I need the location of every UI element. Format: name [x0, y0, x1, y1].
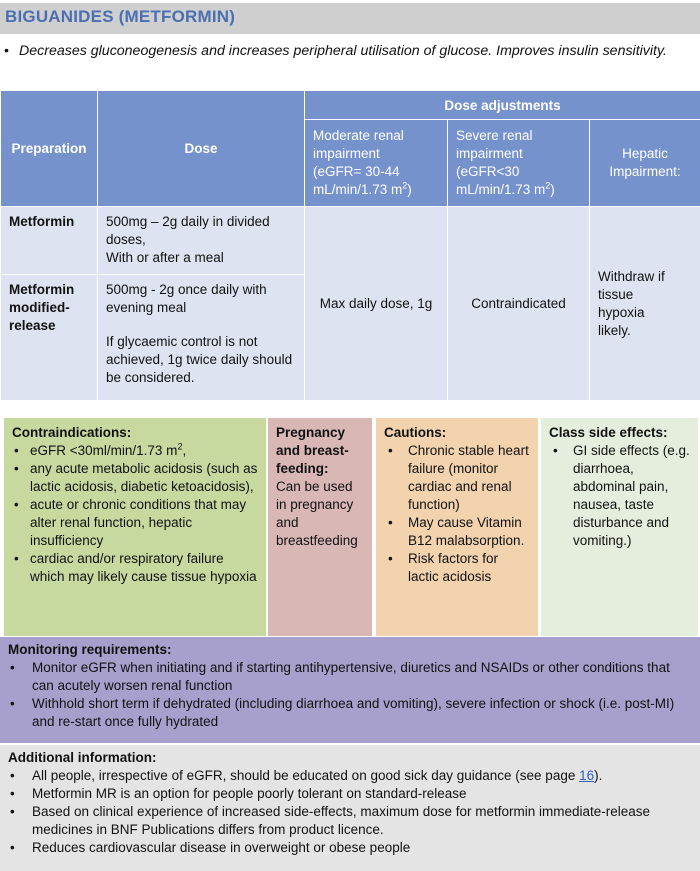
severe-renal-value: Contraindicated	[448, 207, 590, 401]
list-item: • Risk factors for lactic acidosis	[384, 550, 530, 586]
page-link[interactable]: 16	[579, 768, 595, 783]
list-item: • cardiac and/or respiratory failure which may likely cause tissue hypoxia	[12, 550, 258, 586]
list-item: • acute or chronic conditions that may alter renal function, hepatic insufficiency	[12, 496, 258, 550]
header-dose: Dose	[98, 91, 305, 207]
pregnancy-heading: Pregnancy and breast- feeding:	[276, 425, 349, 476]
header-hepatic: Hepatic Impairment:	[590, 120, 700, 207]
page-title: BIGUANIDES (METFORMIN)	[5, 7, 236, 26]
list-item: • Withhold short term if dehydrated (including diarrhoea and vomiting), severe infection or shock (i.e. post-MI) and re-start once fully hydrated	[8, 695, 692, 731]
cautions-heading: Cautions:	[384, 425, 447, 440]
list-item: • eGFR <30ml/min/1.73 $m^2$,	[12, 442, 258, 460]
list-item: • Based on clinical experience of increased side-effects, maximum dose for metformin immediate-release medicines in BNF Publications differs from product licence.	[8, 803, 692, 839]
header-dose-adjustments: Dose adjustments	[305, 91, 700, 120]
pregnancy-text: Can be used in pregnancy and breastfeeding	[276, 479, 358, 548]
additional-heading: Additional information:	[8, 750, 157, 765]
title-bar	[0, 3, 700, 34]
class-side-effects-heading: Class side effects:	[549, 425, 668, 440]
pregnancy-box	[268, 418, 372, 636]
intro-bullet	[4, 42, 694, 61]
list-item: • Reduces cardiovascular disease in overweight or obese people	[8, 839, 692, 857]
row-dose-metformin: 500mg – 2g daily in divided doses, With or after a meal	[98, 207, 305, 275]
list-item: • Chronic stable heart failure (monitor cardiac and renal function)	[384, 442, 530, 514]
list-item: • May cause Vitamin B12 malabsorption.	[384, 514, 530, 550]
additional-info-box	[0, 745, 700, 871]
list-item: • Monitor eGFR when initiating and if starting antihypertensive, diuretics and NSAIDs or other conditions that can acutely worsen renal function	[8, 659, 692, 695]
list-item: • All people, irrespective of eGFR, should be educated on good sick day guidance (see page 16).	[8, 767, 692, 785]
contraindications-box	[4, 418, 266, 636]
moderate-renal-value: Max daily dose, 1g	[305, 207, 448, 401]
row-preparation-metformin: Metformin	[1, 207, 98, 275]
header-moderate-renal: Moderate renal impairment (eGFR= 30-44 mL/min/1.73 $m^2$)	[305, 120, 448, 207]
hepatic-value: Withdraw if tissue hypoxia likely.	[590, 207, 700, 401]
cautions-box	[376, 418, 538, 636]
intro-text: Decreases gluconeogenesis and increases peripheral utilisation of glucose. Improves insulin sensitivity.	[19, 43, 667, 59]
monitoring-box	[0, 637, 700, 743]
list-item: • Metformin MR is an option for people poorly tolerant on standard-release	[8, 785, 692, 803]
contraindications-heading: Contraindications:	[12, 425, 132, 440]
monitoring-heading: Monitoring requirements:	[8, 642, 172, 657]
row-dose-metformin-mr: 500mg - 2g once daily with evening meal If glycaemic control is not achieved, 1g twice daily should be considered.	[98, 275, 305, 401]
list-item: • GI side effects (e.g. diarrhoea, abdominal pain, nausea, taste disturbance and vomiting.)	[549, 442, 690, 550]
header-severe-renal: Severe renal impairment (eGFR<30 mL/min/1.73 $m^2$)	[448, 120, 590, 207]
list-item: • any acute metabolic acidosis (such as lactic acidosis, diabetic ketoacidosis),	[12, 460, 258, 496]
class-side-effects-box	[541, 418, 698, 636]
header-preparation: Preparation	[1, 91, 98, 207]
dose-table	[0, 90, 700, 401]
row-preparation-metformin-mr: Metformin modified- release	[1, 275, 98, 401]
bullet-icon: •	[4, 43, 9, 59]
